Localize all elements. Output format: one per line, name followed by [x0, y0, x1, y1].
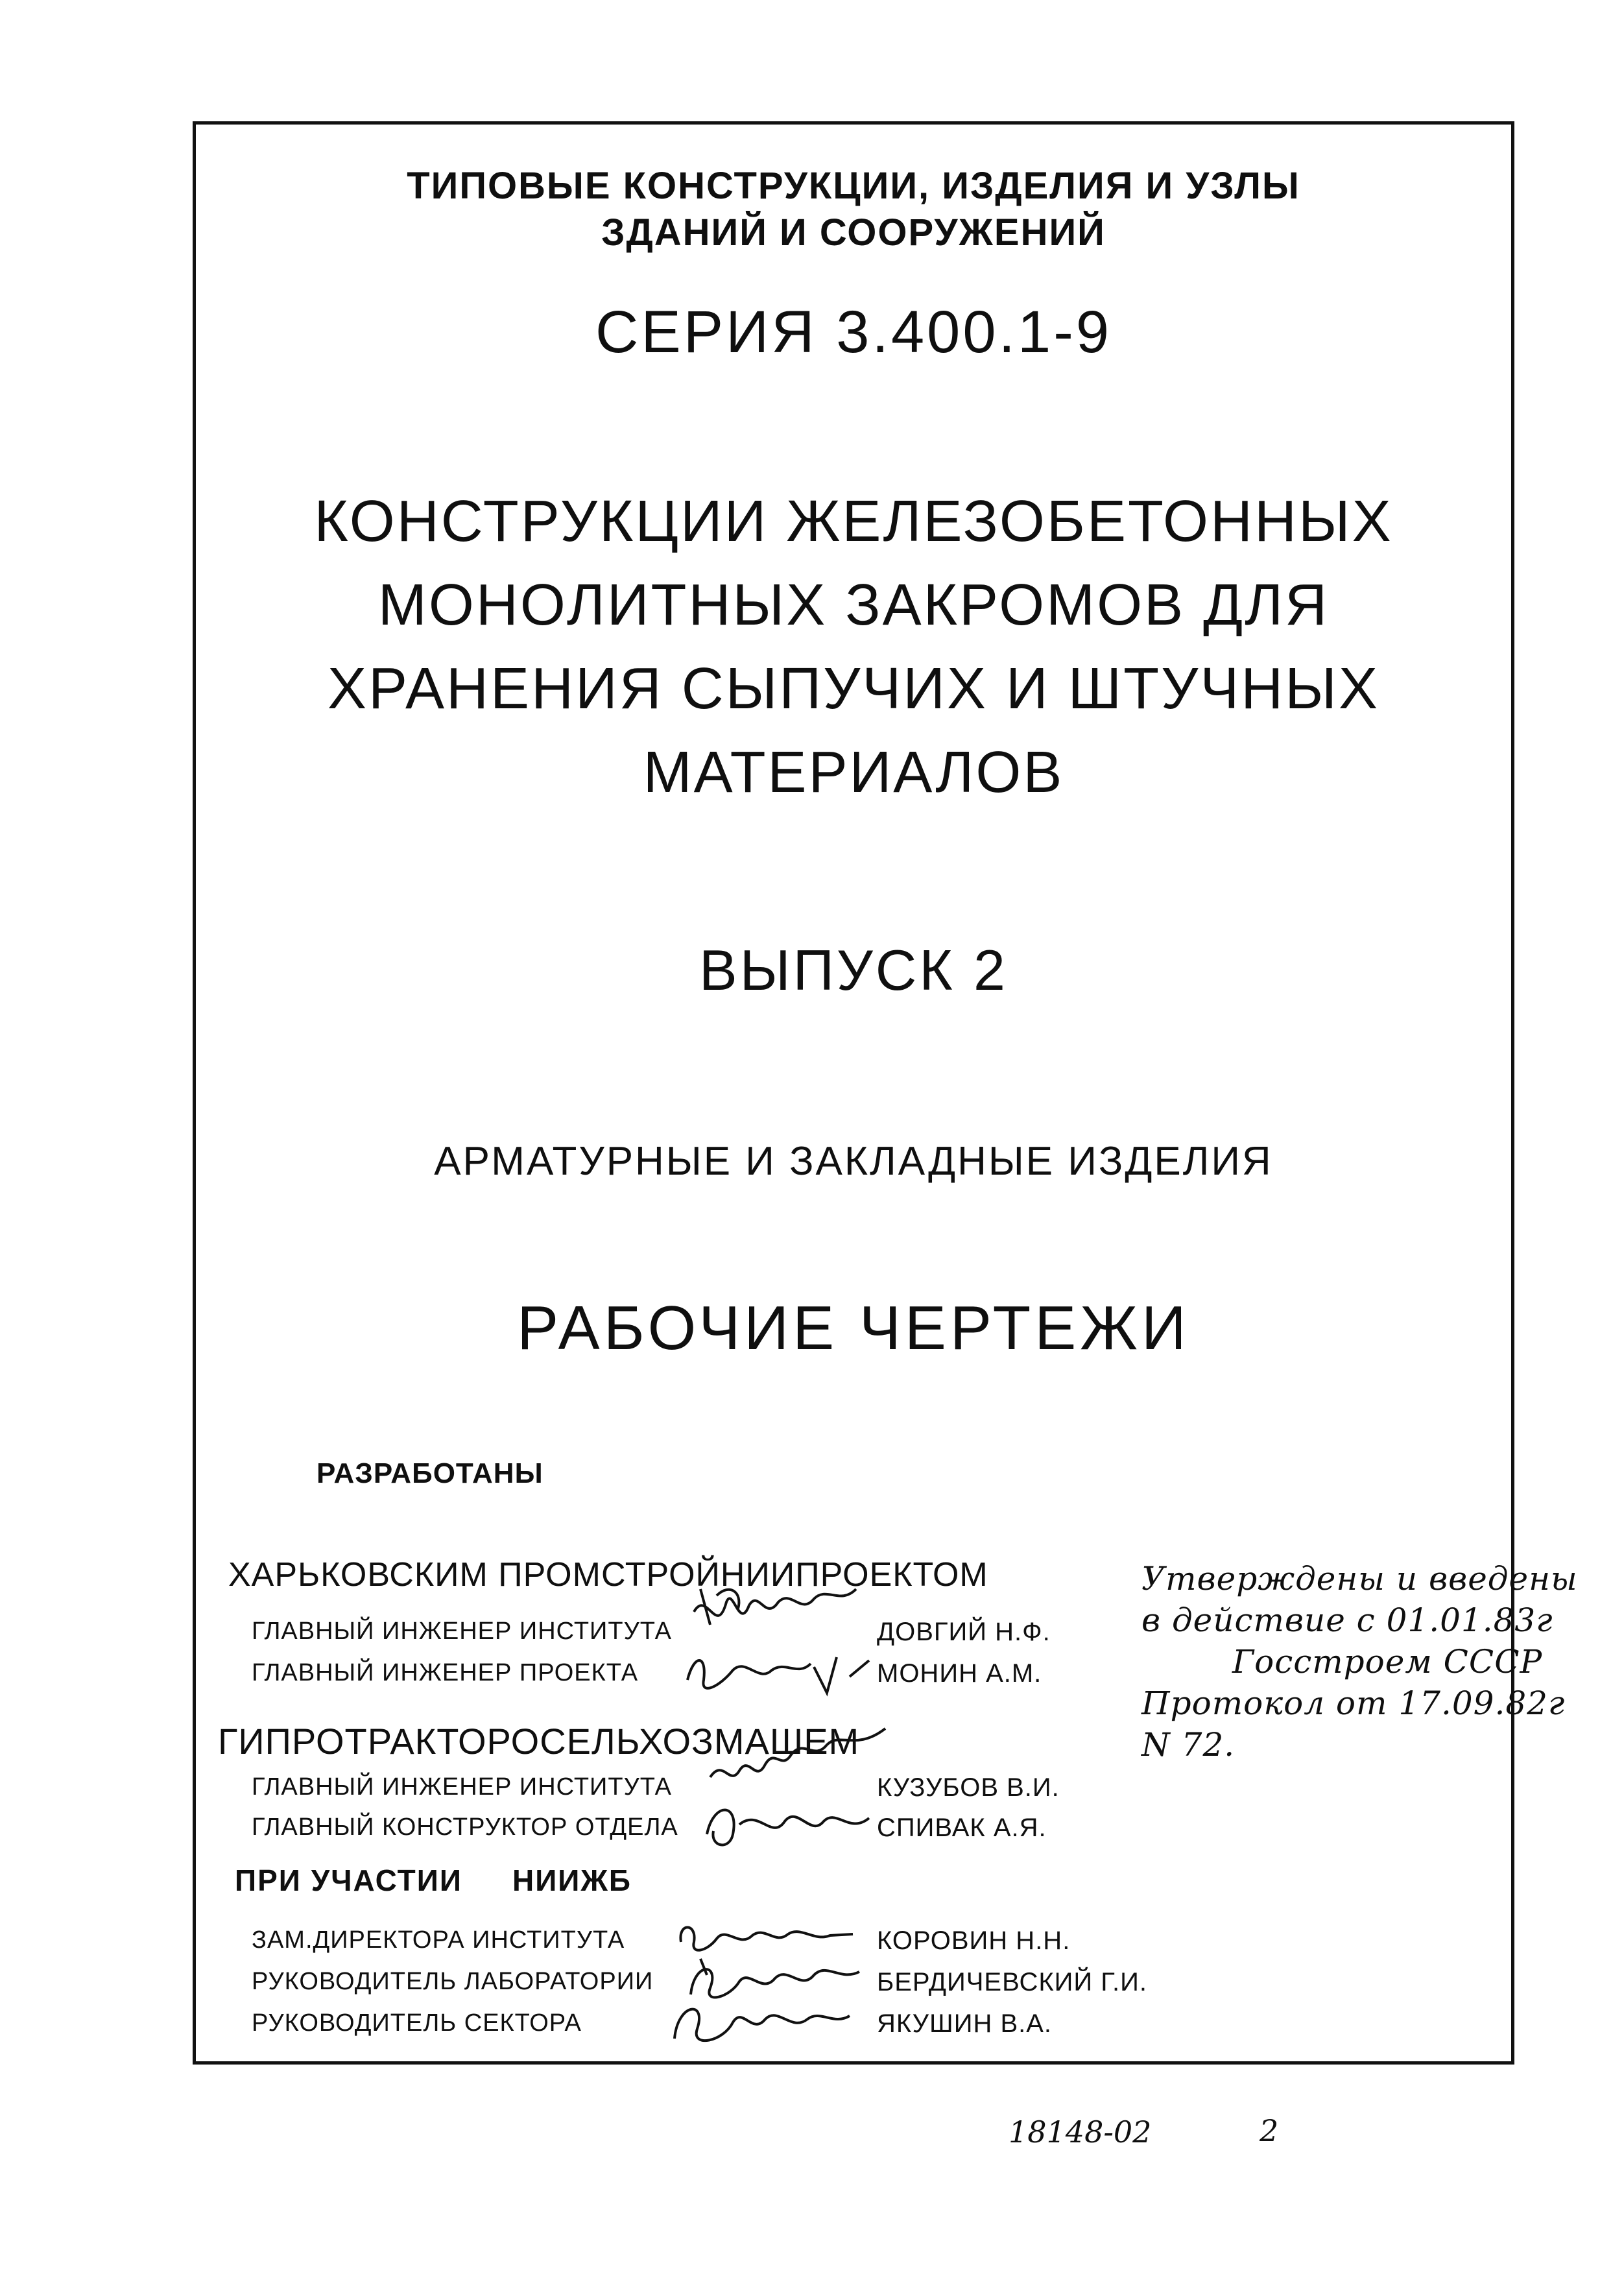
subject-line: АРМАТУРНЫЕ И ЗАКЛАДНЫЕ ИЗДЕЛИЯ	[434, 1139, 1273, 1184]
header-line-2: ЗДАНИЙ И СООРУЖЕНИЙ	[601, 211, 1106, 254]
org1-name: ХАРЬКОВСКИМ ПРОМСТРОЙНИИПРОЕКТОМ	[228, 1556, 988, 1594]
participation-org: НИИЖБ	[512, 1863, 632, 1897]
document-type: РАБОЧИЕ ЧЕРТЕЖИ	[517, 1293, 1190, 1363]
signature-dovgiy	[681, 1576, 876, 1647]
approval-line-2: в действие с 01.01.83г	[1141, 1601, 1553, 1639]
org1-name-1: ДОВГИЙ Н.Ф.	[877, 1618, 1051, 1646]
participant-name-2: БЕРДИЧЕВСКИЙ Г.И.	[877, 1968, 1148, 1996]
signature-spivak	[700, 1795, 882, 1854]
title-line-4: МАТЕРИАЛОВ	[643, 740, 1064, 805]
signature-yakushin	[662, 1990, 856, 2055]
participant-name-3: ЯКУШИН В.А.	[877, 2009, 1053, 2038]
footer-doc-code: 18148-02	[1009, 2114, 1152, 2149]
approval-line-5: N 72.	[1141, 1726, 1236, 1764]
participant-position-1: ЗАМ.ДИРЕКТОРА ИНСТИТУТА	[252, 1926, 625, 1954]
participant-position-2: РУКОВОДИТЕЛЬ ЛАБОРАТОРИИ	[252, 1968, 654, 1995]
org2-name: ГИПРОТРАКТОРОСЕЛЬХОЗМАШЕМ	[218, 1721, 860, 1762]
developed-label: РАЗРАБОТАНЫ	[316, 1457, 543, 1489]
issue-number: ВЫПУСК 2	[699, 938, 1008, 1002]
participation-label: ПРИ УЧАСТИИ	[235, 1863, 462, 1897]
approval-line-3: Госстроем СССР	[1232, 1643, 1543, 1681]
participant-name-1: КОРОВИН Н.Н.	[877, 1926, 1071, 1955]
participant-position-3: РУКОВОДИТЕЛЬ СЕКТОРА	[252, 2009, 582, 2037]
org2-position-1: ГЛАВНЫЙ ИНЖЕНЕР ИНСТИТУТА	[252, 1773, 673, 1801]
approval-line-4: Протокол от 17.09.82г	[1141, 1684, 1566, 1722]
title-line-2: МОНОЛИТНЫХ ЗАКРОМОВ ДЛЯ	[377, 573, 1330, 638]
title-line-1: КОНСТРУКЦИИ ЖЕЛЕЗОБЕТОННЫХ	[314, 489, 1393, 554]
series-number: СЕРИЯ 3.400.1-9	[595, 299, 1112, 365]
signature-kuzubov	[700, 1725, 895, 1797]
org1-name-2: МОНИН А.М.	[877, 1659, 1042, 1688]
org2-name-2: СПИВАК А.Я.	[877, 1814, 1047, 1842]
footer-page-number: 2	[1260, 2113, 1279, 2148]
org1-position-1: ГЛАВНЫЙ ИНЖЕНЕР ИНСТИТУТА	[252, 1618, 673, 1645]
org1-position-2: ГЛАВНЫЙ ИНЖЕНЕР ПРОЕКТА	[252, 1659, 639, 1686]
signature-monin	[675, 1641, 882, 1699]
header-line-1: ТИПОВЫЕ КОНСТРУКЦИИ, ИЗДЕЛИЯ И УЗЛЫ	[407, 165, 1300, 207]
org2-name-1: КУЗУБОВ В.И.	[877, 1773, 1060, 1802]
approval-line-1: Утверждены и введены	[1141, 1560, 1578, 1598]
org2-position-2: ГЛАВНЫЙ КОНСТРУКТОР ОТДЕЛА	[252, 1814, 678, 1841]
title-line-3: ХРАНЕНИЯ СЫПУЧИХ И ШТУЧНЫХ	[327, 656, 1380, 721]
